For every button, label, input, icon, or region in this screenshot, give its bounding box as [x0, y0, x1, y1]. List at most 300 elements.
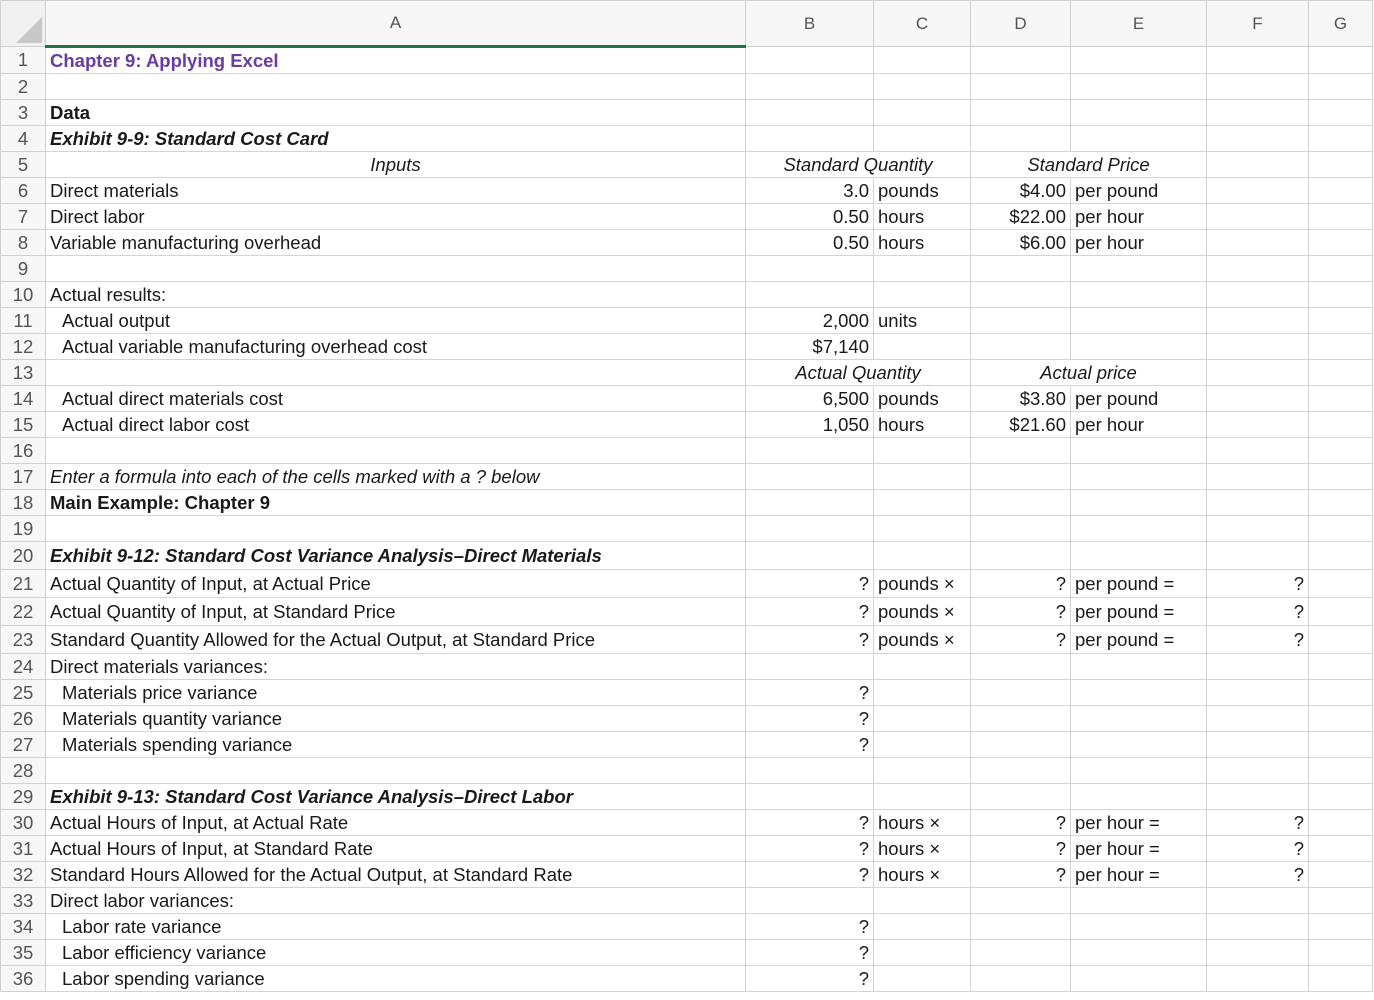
cell-label[interactable]: Direct labor [46, 204, 746, 230]
cell[interactable] [971, 706, 1071, 732]
cell[interactable] [971, 542, 1071, 570]
cell[interactable] [746, 464, 874, 490]
cell-unit[interactable]: per pound = [1071, 626, 1207, 654]
cell-label[interactable]: Materials quantity variance [46, 706, 746, 732]
instruction-text[interactable]: Enter a formula into each of the cells marked with a ? below [46, 464, 746, 490]
formula-cell[interactable]: ? [746, 598, 874, 626]
cell[interactable] [1309, 914, 1373, 940]
sheet-title[interactable]: Chapter 9: Applying Excel [46, 47, 746, 74]
cell[interactable] [971, 680, 1071, 706]
column-header-a[interactable]: A [46, 1, 746, 47]
cell[interactable] [874, 438, 971, 464]
row-9 [1, 256, 1373, 282]
cell[interactable] [1207, 256, 1309, 282]
cell[interactable] [971, 758, 1071, 784]
cell-unit[interactable]: pounds × [874, 570, 971, 598]
row-header[interactable]: 7 [1, 204, 46, 230]
cell[interactable] [1071, 680, 1207, 706]
row-header[interactable]: 16 [1, 438, 46, 464]
cell[interactable] [1071, 784, 1207, 810]
cell[interactable] [1207, 516, 1309, 542]
cell[interactable] [971, 490, 1071, 516]
cell[interactable] [1309, 178, 1373, 204]
cell-unit[interactable]: units [874, 308, 971, 334]
cell[interactable] [874, 282, 971, 308]
cell-value[interactable]: $6.00 [971, 230, 1071, 256]
cell[interactable] [1207, 464, 1309, 490]
cell[interactable] [1207, 204, 1309, 230]
cell[interactable] [971, 256, 1071, 282]
cell-unit[interactable]: hours × [874, 836, 971, 862]
row-header[interactable]: 20 [1, 542, 46, 570]
cell[interactable] [746, 516, 874, 542]
cell[interactable] [874, 47, 971, 74]
cell[interactable] [1207, 230, 1309, 256]
row-header[interactable]: 32 [1, 862, 46, 888]
row-28 [1, 758, 1373, 784]
cell[interactable] [46, 438, 746, 464]
cell[interactable] [1207, 152, 1309, 178]
cell-unit[interactable]: pounds [874, 386, 971, 412]
cell[interactable] [1071, 888, 1207, 914]
cell[interactable] [1309, 706, 1373, 732]
row-35 [1, 940, 1373, 966]
cell[interactable] [1071, 100, 1207, 126]
cell[interactable] [1207, 282, 1309, 308]
cell-label[interactable]: Actual Quantity of Input, at Standard Price [46, 598, 746, 626]
row-header[interactable]: 23 [1, 626, 46, 654]
cell[interactable] [746, 888, 874, 914]
row-header[interactable]: 13 [1, 360, 46, 386]
cell[interactable] [1309, 334, 1373, 360]
cell-label[interactable]: Direct labor variances: [46, 888, 746, 914]
formula-cell[interactable]: ? [1207, 810, 1309, 836]
cell[interactable] [746, 47, 874, 74]
cell-value[interactable]: 2,000 [746, 308, 874, 334]
cell[interactable] [746, 256, 874, 282]
cell[interactable] [1207, 542, 1309, 570]
cell[interactable] [746, 438, 874, 464]
cell[interactable] [1071, 47, 1207, 74]
row-header[interactable]: 19 [1, 516, 46, 542]
cell[interactable] [1207, 706, 1309, 732]
row-header[interactable]: 8 [1, 230, 46, 256]
cell[interactable] [1071, 126, 1207, 152]
row-header[interactable]: 14 [1, 386, 46, 412]
formula-cell[interactable]: ? [971, 862, 1071, 888]
row-header[interactable]: 5 [1, 152, 46, 178]
cell[interactable] [1309, 74, 1373, 100]
cell[interactable] [971, 74, 1071, 100]
cell[interactable] [1309, 570, 1373, 598]
cell[interactable] [746, 74, 874, 100]
formula-cell[interactable]: ? [971, 810, 1071, 836]
cell[interactable] [46, 256, 746, 282]
cell[interactable] [1309, 784, 1373, 810]
cell[interactable] [1207, 308, 1309, 334]
cell-value[interactable]: $21.60 [971, 412, 1071, 438]
cell[interactable] [971, 732, 1071, 758]
cell[interactable] [971, 100, 1071, 126]
cell-unit[interactable]: pounds [874, 178, 971, 204]
cell[interactable] [1309, 810, 1373, 836]
cell-unit[interactable]: per hour = [1071, 810, 1207, 836]
cell[interactable] [1309, 680, 1373, 706]
cell[interactable] [1309, 204, 1373, 230]
row-header[interactable]: 10 [1, 282, 46, 308]
cell-unit[interactable]: per pound = [1071, 570, 1207, 598]
cell[interactable] [874, 940, 971, 966]
formula-cell[interactable]: ? [746, 940, 874, 966]
cell[interactable] [1309, 940, 1373, 966]
row-header[interactable]: 9 [1, 256, 46, 282]
cell-label[interactable]: Labor spending variance [46, 966, 746, 992]
cell[interactable] [1309, 126, 1373, 152]
formula-cell[interactable]: ? [746, 914, 874, 940]
formula-cell[interactable]: ? [746, 706, 874, 732]
cell[interactable] [1071, 74, 1207, 100]
cell[interactable] [1309, 152, 1373, 178]
cell[interactable] [1207, 758, 1309, 784]
cell-label[interactable]: Direct materials variances: [46, 654, 746, 680]
cell-label[interactable]: Actual direct labor cost [46, 412, 746, 438]
row-header[interactable]: 17 [1, 464, 46, 490]
cell[interactable] [874, 74, 971, 100]
cell[interactable] [1309, 256, 1373, 282]
cell[interactable] [1207, 966, 1309, 992]
row-header[interactable]: 28 [1, 758, 46, 784]
row-header[interactable]: 25 [1, 680, 46, 706]
row-header[interactable]: 27 [1, 732, 46, 758]
row-header[interactable]: 15 [1, 412, 46, 438]
cell-value[interactable]: 6,500 [746, 386, 874, 412]
cell[interactable] [46, 74, 746, 100]
actual-price-header[interactable]: Actual price [971, 360, 1207, 386]
cell-label[interactable]: Actual output [46, 308, 746, 334]
cell-label[interactable]: Direct materials [46, 178, 746, 204]
cell[interactable] [1207, 940, 1309, 966]
cell[interactable] [874, 966, 971, 992]
cell-unit[interactable]: per hour = [1071, 836, 1207, 862]
exhibit-title[interactable]: Exhibit 9-12: Standard Cost Variance Analysis–Direct Materials [46, 542, 746, 570]
main-example-heading[interactable]: Main Example: Chapter 9 [46, 490, 746, 516]
row-header[interactable]: 31 [1, 836, 46, 862]
cell[interactable] [874, 784, 971, 810]
cell[interactable] [1071, 654, 1207, 680]
cell[interactable] [1207, 654, 1309, 680]
row-header[interactable]: 1 [1, 47, 46, 74]
cell[interactable] [1071, 542, 1207, 570]
formula-cell[interactable]: ? [746, 570, 874, 598]
exhibit-title[interactable]: Exhibit 9-13: Standard Cost Variance Analysis–Direct Labor [46, 784, 746, 810]
column-header-d[interactable]: D [971, 1, 1071, 47]
cell-unit[interactable]: per hour = [1071, 862, 1207, 888]
cell[interactable] [1309, 360, 1373, 386]
cell-label[interactable]: Actual Quantity of Input, at Actual Price [46, 570, 746, 598]
row-header[interactable]: 11 [1, 308, 46, 334]
cell[interactable] [874, 680, 971, 706]
cell[interactable] [971, 914, 1071, 940]
row-header[interactable]: 2 [1, 74, 46, 100]
formula-cell[interactable]: ? [746, 810, 874, 836]
formula-cell[interactable]: ? [1207, 598, 1309, 626]
cell-unit[interactable]: per hour [1071, 204, 1207, 230]
cell[interactable] [1071, 438, 1207, 464]
cell[interactable] [1309, 888, 1373, 914]
cell[interactable] [874, 732, 971, 758]
cell-unit[interactable]: pounds × [874, 626, 971, 654]
cell-label[interactable]: Actual Hours of Input, at Actual Rate [46, 810, 746, 836]
cell[interactable] [1071, 732, 1207, 758]
column-header-g[interactable]: G [1309, 1, 1373, 47]
cell-unit[interactable]: hours × [874, 862, 971, 888]
cell[interactable] [46, 758, 746, 784]
cell-label[interactable]: Standard Quantity Allowed for the Actual Output, at Standard Price [46, 626, 746, 654]
cell[interactable] [874, 758, 971, 784]
cell[interactable] [1207, 490, 1309, 516]
formula-cell[interactable]: ? [746, 680, 874, 706]
cell[interactable] [1309, 282, 1373, 308]
cell[interactable] [746, 490, 874, 516]
cell-value[interactable]: $4.00 [971, 178, 1071, 204]
cell[interactable] [1309, 47, 1373, 74]
cell[interactable] [1207, 126, 1309, 152]
cell[interactable] [971, 464, 1071, 490]
cell-unit[interactable]: hours [874, 412, 971, 438]
cell[interactable] [971, 282, 1071, 308]
cell[interactable] [1309, 438, 1373, 464]
row-header[interactable]: 33 [1, 888, 46, 914]
row-header[interactable]: 30 [1, 810, 46, 836]
row-14 [1, 386, 1373, 412]
cell-value[interactable]: $3.80 [971, 386, 1071, 412]
cell[interactable] [1309, 308, 1373, 334]
cell[interactable] [874, 654, 971, 680]
cell[interactable] [746, 784, 874, 810]
row-header[interactable]: 3 [1, 100, 46, 126]
row-17 [1, 464, 1373, 490]
cell-value[interactable]: 0.50 [746, 204, 874, 230]
cell[interactable] [1309, 516, 1373, 542]
cell[interactable] [874, 334, 971, 360]
row-1 [1, 47, 1373, 74]
cell[interactable] [1207, 100, 1309, 126]
formula-cell[interactable]: ? [971, 570, 1071, 598]
cell[interactable] [1309, 412, 1373, 438]
exhibit-title[interactable]: Exhibit 9-9: Standard Cost Card [46, 126, 746, 152]
cell[interactable] [971, 966, 1071, 992]
cell[interactable] [971, 940, 1071, 966]
cell[interactable] [971, 47, 1071, 74]
column-header-c[interactable]: C [874, 1, 971, 47]
formula-cell[interactable]: ? [1207, 862, 1309, 888]
formula-cell[interactable]: ? [746, 836, 874, 862]
cell[interactable] [1071, 706, 1207, 732]
cell[interactable] [1071, 334, 1207, 360]
row-header[interactable]: 29 [1, 784, 46, 810]
cell[interactable] [874, 542, 971, 570]
cell-label[interactable]: Actual Hours of Input, at Standard Rate [46, 836, 746, 862]
cell-value[interactable]: 1,050 [746, 412, 874, 438]
cell[interactable] [1309, 836, 1373, 862]
cell-value[interactable]: 3.0 [746, 178, 874, 204]
cell[interactable] [1207, 412, 1309, 438]
cell[interactable] [746, 654, 874, 680]
cell-value[interactable]: 0.50 [746, 230, 874, 256]
cell[interactable] [874, 706, 971, 732]
cell[interactable] [874, 126, 971, 152]
formula-cell[interactable]: ? [746, 732, 874, 758]
cell[interactable] [971, 654, 1071, 680]
row-7 [1, 204, 1373, 230]
cell-label[interactable]: Actual variable manufacturing overhead cost [46, 334, 746, 360]
row-header[interactable]: 12 [1, 334, 46, 360]
cell[interactable] [1309, 862, 1373, 888]
cell[interactable] [46, 516, 746, 542]
cell-label[interactable]: Materials price variance [46, 680, 746, 706]
cell-unit[interactable]: hours [874, 204, 971, 230]
cell[interactable] [1071, 282, 1207, 308]
cell[interactable] [1071, 758, 1207, 784]
cell-value[interactable]: $7,140 [746, 334, 874, 360]
formula-cell[interactable]: ? [1207, 836, 1309, 862]
cell[interactable] [1207, 47, 1309, 74]
cell[interactable] [746, 100, 874, 126]
cell[interactable] [1071, 516, 1207, 542]
cell[interactable] [1309, 464, 1373, 490]
cell[interactable] [1207, 386, 1309, 412]
cell-unit[interactable]: per hour [1071, 230, 1207, 256]
cell[interactable] [1207, 178, 1309, 204]
column-header-b[interactable]: B [746, 1, 874, 47]
inputs-label[interactable]: Inputs [46, 152, 746, 178]
cell-label[interactable]: Materials spending variance [46, 732, 746, 758]
formula-cell[interactable]: ? [1207, 570, 1309, 598]
cell-unit[interactable]: hours × [874, 810, 971, 836]
cell[interactable] [1309, 386, 1373, 412]
cell[interactable] [1309, 758, 1373, 784]
section-heading-data[interactable]: Data [46, 100, 746, 126]
cell[interactable] [1071, 966, 1207, 992]
cell-unit[interactable]: per pound = [1071, 598, 1207, 626]
formula-cell[interactable]: ? [971, 626, 1071, 654]
row-header[interactable]: 21 [1, 570, 46, 598]
cell[interactable] [874, 256, 971, 282]
row-header[interactable]: 34 [1, 914, 46, 940]
cell[interactable] [746, 542, 874, 570]
select-all-button[interactable] [1, 1, 46, 47]
cell[interactable] [1071, 914, 1207, 940]
cell[interactable] [1309, 542, 1373, 570]
row-header[interactable]: 36 [1, 966, 46, 992]
cell-label[interactable]: Actual results: [46, 282, 746, 308]
cell-unit[interactable]: hours [874, 230, 971, 256]
cell[interactable] [1207, 438, 1309, 464]
cell[interactable] [1207, 334, 1309, 360]
cell[interactable] [971, 438, 1071, 464]
row-32 [1, 862, 1373, 888]
cell-label[interactable]: Labor efficiency variance [46, 940, 746, 966]
formula-cell[interactable]: ? [971, 836, 1071, 862]
cell[interactable] [1071, 940, 1207, 966]
row-header[interactable]: 18 [1, 490, 46, 516]
column-header-f[interactable]: F [1207, 1, 1309, 47]
cell[interactable] [1207, 784, 1309, 810]
cell[interactable] [1309, 732, 1373, 758]
cell[interactable] [1309, 966, 1373, 992]
cell-unit[interactable]: per pound [1071, 386, 1207, 412]
cell[interactable] [1309, 230, 1373, 256]
cell[interactable] [874, 914, 971, 940]
cell[interactable] [1207, 680, 1309, 706]
row-header[interactable]: 24 [1, 654, 46, 680]
cell-unit[interactable]: per hour [1071, 412, 1207, 438]
cell-value[interactable]: $22.00 [971, 204, 1071, 230]
cell[interactable] [1207, 732, 1309, 758]
cell[interactable] [874, 464, 971, 490]
cell[interactable] [1071, 464, 1207, 490]
row-header[interactable]: 26 [1, 706, 46, 732]
formula-cell[interactable]: ? [746, 626, 874, 654]
cell[interactable] [1207, 914, 1309, 940]
row-header[interactable]: 22 [1, 598, 46, 626]
formula-cell[interactable]: ? [746, 966, 874, 992]
cell-unit[interactable]: per pound [1071, 178, 1207, 204]
cell[interactable] [1207, 360, 1309, 386]
cell[interactable] [1309, 654, 1373, 680]
cell[interactable] [971, 516, 1071, 542]
cell[interactable] [971, 334, 1071, 360]
row-header[interactable]: 6 [1, 178, 46, 204]
cell[interactable] [1071, 308, 1207, 334]
cell[interactable] [746, 282, 874, 308]
cell[interactable] [874, 100, 971, 126]
cell[interactable] [746, 758, 874, 784]
cell[interactable] [1207, 74, 1309, 100]
formula-cell[interactable]: ? [746, 862, 874, 888]
cell[interactable] [874, 888, 971, 914]
cell[interactable] [971, 784, 1071, 810]
standard-quantity-header[interactable]: Standard Quantity [746, 152, 971, 178]
row-header[interactable]: 35 [1, 940, 46, 966]
cell[interactable] [1071, 256, 1207, 282]
cell[interactable] [874, 516, 971, 542]
cell-label[interactable]: Variable manufacturing overhead [46, 230, 746, 256]
cell[interactable] [1309, 100, 1373, 126]
formula-cell[interactable]: ? [1207, 626, 1309, 654]
cell[interactable] [971, 126, 1071, 152]
cell-label[interactable]: Actual direct materials cost [46, 386, 746, 412]
cell[interactable] [874, 490, 971, 516]
cell-label[interactable]: Standard Hours Allowed for the Actual Output, at Standard Rate [46, 862, 746, 888]
cell[interactable] [46, 360, 746, 386]
cell-label[interactable]: Labor rate variance [46, 914, 746, 940]
cell[interactable] [1207, 888, 1309, 914]
cell[interactable] [1071, 490, 1207, 516]
formula-cell[interactable]: ? [971, 598, 1071, 626]
cell-unit[interactable]: pounds × [874, 598, 971, 626]
column-header-e[interactable]: E [1071, 1, 1207, 47]
standard-price-header[interactable]: Standard Price [971, 152, 1207, 178]
cell[interactable] [971, 308, 1071, 334]
cell[interactable] [1309, 626, 1373, 654]
cell[interactable] [971, 888, 1071, 914]
row-header[interactable]: 4 [1, 126, 46, 152]
cell[interactable] [746, 126, 874, 152]
cell[interactable] [1309, 490, 1373, 516]
actual-quantity-header[interactable]: Actual Quantity [746, 360, 971, 386]
cell[interactable] [1309, 598, 1373, 626]
